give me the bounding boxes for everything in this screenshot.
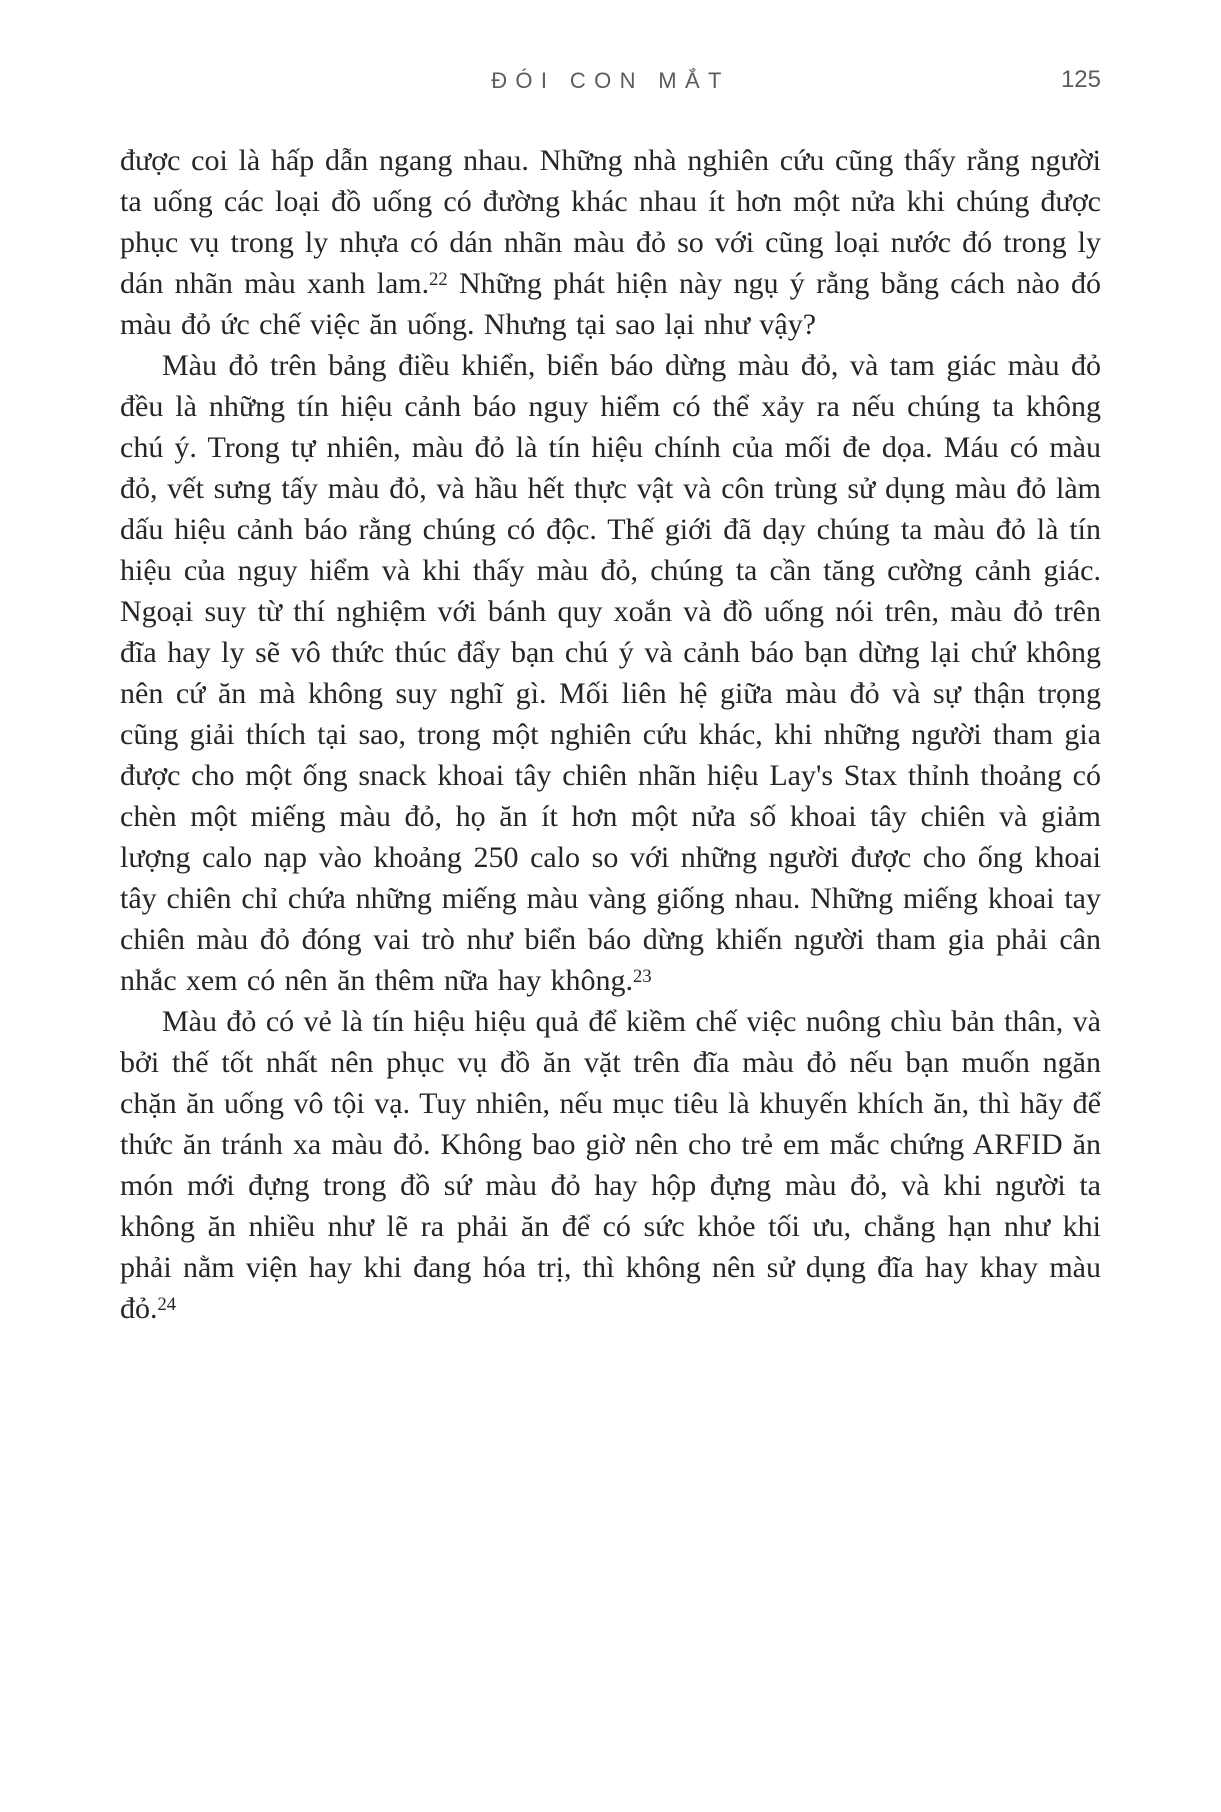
paragraph: Màu đỏ có vẻ là tín hiệu hiệu quả để kiềm chế việc nuông chìu bản thân, và bởi thế tốt nhất nên phục vụ đồ ăn vặt trên đĩa màu đỏ nếu bạn muốn ngăn chặn ăn uống vô tội vạ. Tuy nhiên, nếu mục tiêu là khuyến khích ăn, thì hãy để thức ăn tránh xa màu đỏ. Không bao giờ nên cho trẻ em mắc chứng ARFID ăn món mới đựng trong đồ sứ màu đỏ hay hộp đựng màu đỏ, và khi người ta không ăn nhiều như lẽ ra phải ăn để có sức khỏe tối ưu, chẳng hạn như khi phải nằm viện hay khi đang hóa trị, thì không nên sử dụng đĩa hay khay màu đỏ.$^{24}$ (120, 1005, 1101, 1325)
page-header (120, 68, 1101, 102)
text-body (120, 140, 1101, 1329)
paragraph: Màu đỏ trên bảng điều khiển, biển báo dừng màu đỏ, và tam giác màu đỏ đều là những tín hiệu cảnh báo nguy hiểm có thể xảy ra nếu chúng ta không chú ý. Trong tự nhiên, màu đỏ là tín hiệu chính của mối đe dọa. Máu có màu đỏ, vết sưng tấy màu đỏ, và hầu hết thực vật và côn trùng sử dụng màu đỏ làm dấu hiệu cảnh báo rằng chúng có độc. Thế giới đã dạy chúng ta màu đỏ là tín hiệu của nguy hiểm và khi thấy màu đỏ, chúng ta cần tăng cường cảnh giác. Ngoại suy từ thí nghiệm với bánh quy xoắn và đồ uống nói trên, màu đỏ trên đĩa hay ly sẽ vô thức thúc đẩy bạn chú ý và cảnh báo bạn dừng lại chứ không nên cứ ăn mà không suy nghĩ gì. Mối liên hệ giữa màu đỏ và sự thận trọng cũng giải thích tại sao, trong một nghiên cứu khác, khi những người tham gia được cho một ống snack khoai tây chiên nhãn hiệu Lay's Stax thỉnh thoảng có chèn một miếng màu đỏ, họ ăn ít hơn một nửa số khoai tây chiên và giảm lượng calo nạp vào khoảng 250 calo so với những người được cho ống khoai tây chiên chỉ chứa những miếng màu vàng giống nhau. Những miếng khoai tay chiên màu đỏ đóng vai trò như biển báo dừng khiến người tham gia phải cân nhắc xem có nên ăn thêm nữa hay không.$^{23}$ (120, 349, 1101, 997)
running-title: ĐÓI CON MẮT (491, 68, 730, 93)
page-number: 125 (1060, 66, 1101, 93)
paragraph: được coi là hấp dẫn ngang nhau. Những nhà nghiên cứu cũng thấy rằng người ta uống các loại đồ uống có đường khác nhau ít hơn một nửa khi chúng được phục vụ trong ly nhựa có dán nhãn màu đỏ so với cũng loại nước đó trong ly dán nhãn màu xanh lam.$^{22}$ Những phát hiện này ngụ ý rằng bằng cách nào đó màu đỏ ức chế việc ăn uống. Nhưng tại sao lại như vậy? (120, 144, 1101, 341)
footnote-reference: 22 (429, 268, 448, 290)
footnote-reference: 24 (157, 1293, 177, 1315)
footnote-reference: 23 (633, 965, 652, 987)
